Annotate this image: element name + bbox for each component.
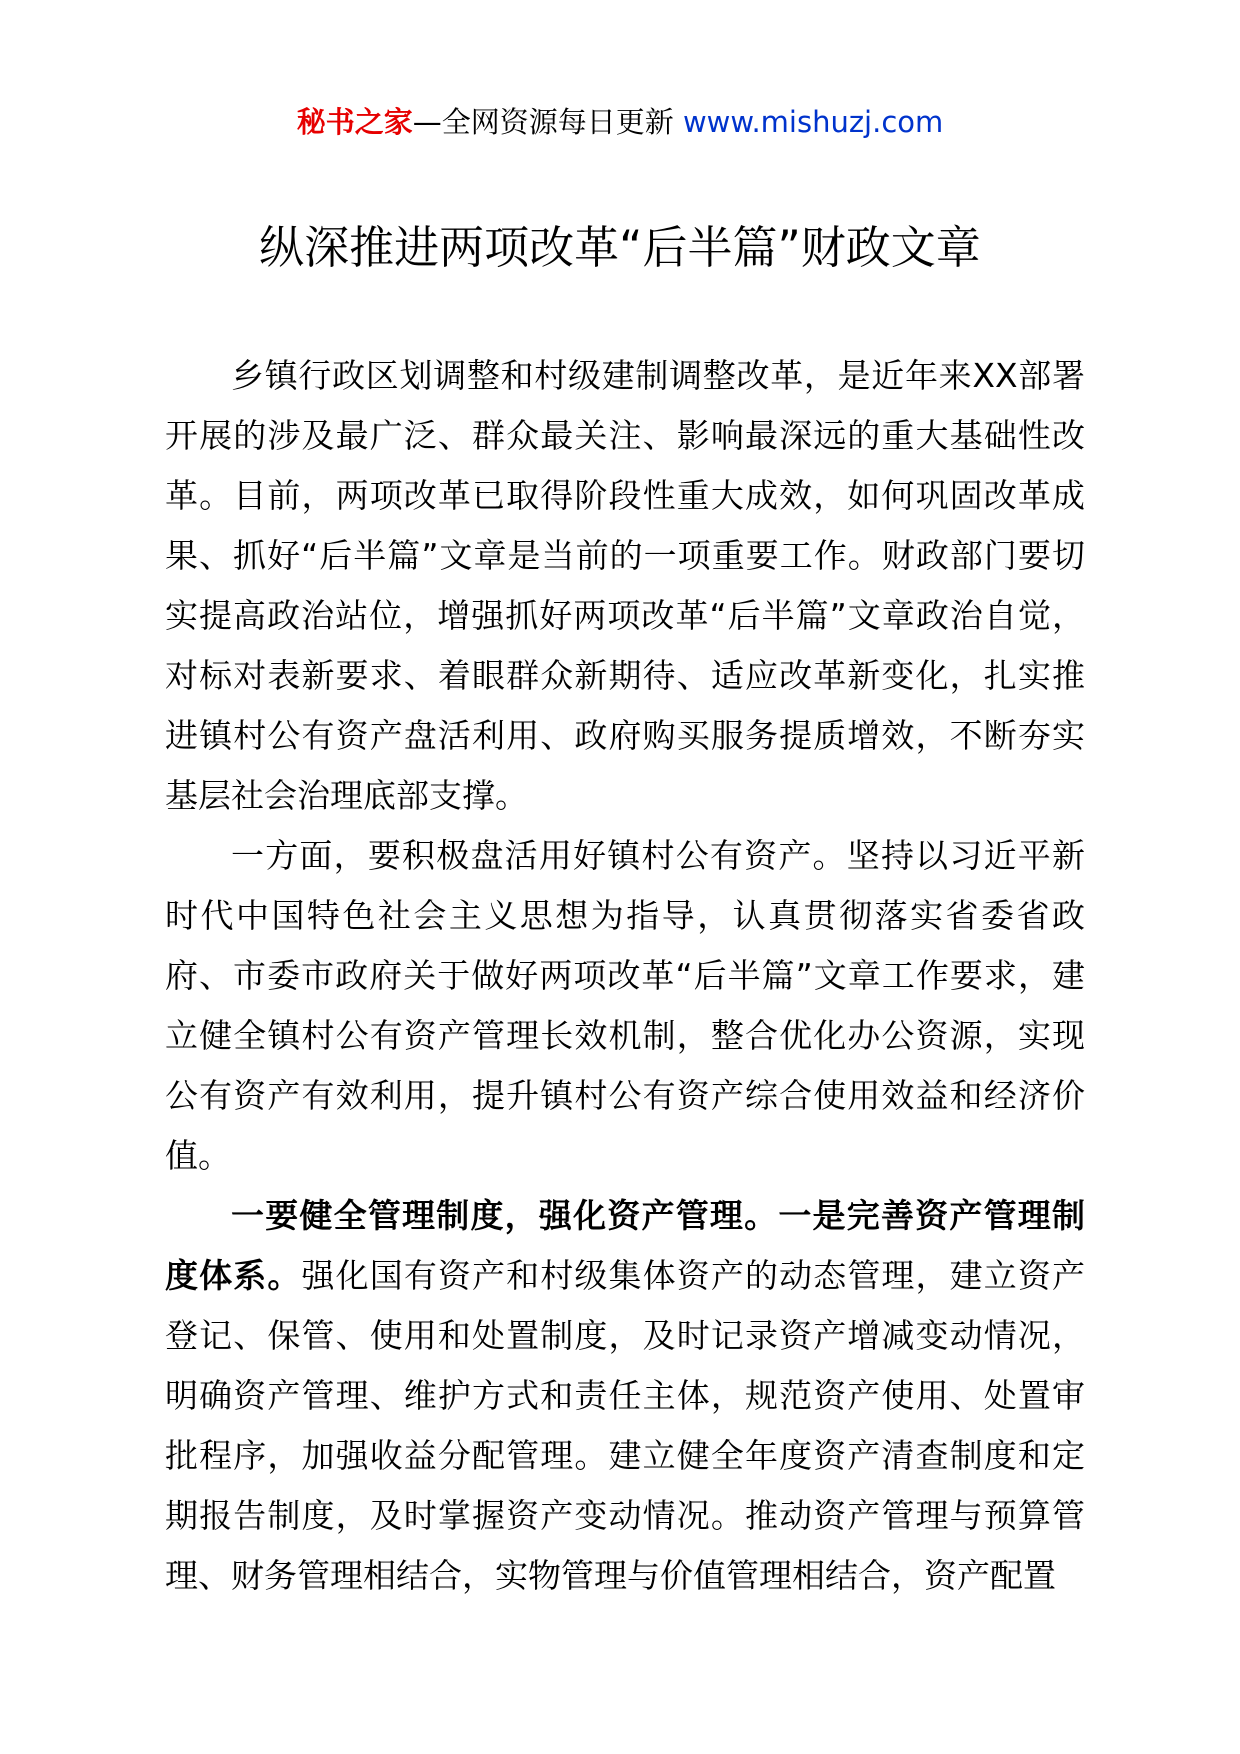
site-brand: 秘书之家 — [296, 105, 413, 139]
site-url-link[interactable]: www.mishuzj.com — [682, 105, 944, 139]
paragraph-bold-lead: 一要健全管理制度，强化资产管理。一是完善资产管理制度体系。 — [165, 1196, 1085, 1295]
paragraph-management-text: 强化国有资产和村级集体资产的动态管理，建立资产登记、保管、使用和处置制度，及时记录资产增减变动情况，明确资产管理、维护方式和责任主体，规范资产使用、处置审批程序，加强收益分配管理。建立健全年度资产清查制度和定期报告制度，及时掌握资产变动情况。推动资产管理与预算管理、财务管理相结合，实物管理与价值管理相结合，资产配置 — [165, 1256, 1086, 1595]
article-body — [165, 346, 1085, 1606]
site-header — [0, 100, 1240, 144]
site-slogan: —全网资源每日更新 — [412, 105, 674, 139]
paragraph-one-aspect: 一方面，要积极盘活用好镇村公有资产。坚持以习近平新时代中国特色社会主义思想为指导，认真贯彻落实省委省政府、市委市政府关于做好两项改革“后半篇”文章工作要求，建立健全镇村公有资产管理长效机制，整合优化办公资源，实现公有资产有效利用，提升镇村公有资产综合使用效益和经济价值。 — [165, 836, 1085, 1175]
paragraph-intro: 乡镇行政区划调整和村级建制调整改革，是近年来XX部署开展的涉及最广泛、群众最关注、影响最深远的重大基础性改革。目前，两项改革已取得阶段性重大成效，如何巩固改革成果、抓好“后半篇”文章是当前的一项重要工作。财政部门要切实提高政治站位，增强抓好两项改革“后半篇”文章政治自觉，对标对表新要求、着眼群众新期待、适应改革新变化，扎实推进镇村公有资产盘活利用、政府购买服务提质增效，不断夯实基层社会治理底部支撑。 — [165, 356, 1085, 815]
article-title: 纵深推进两项改革“后半篇”财政文章 — [259, 221, 981, 274]
paragraph-management-system — [165, 1186, 1085, 1606]
